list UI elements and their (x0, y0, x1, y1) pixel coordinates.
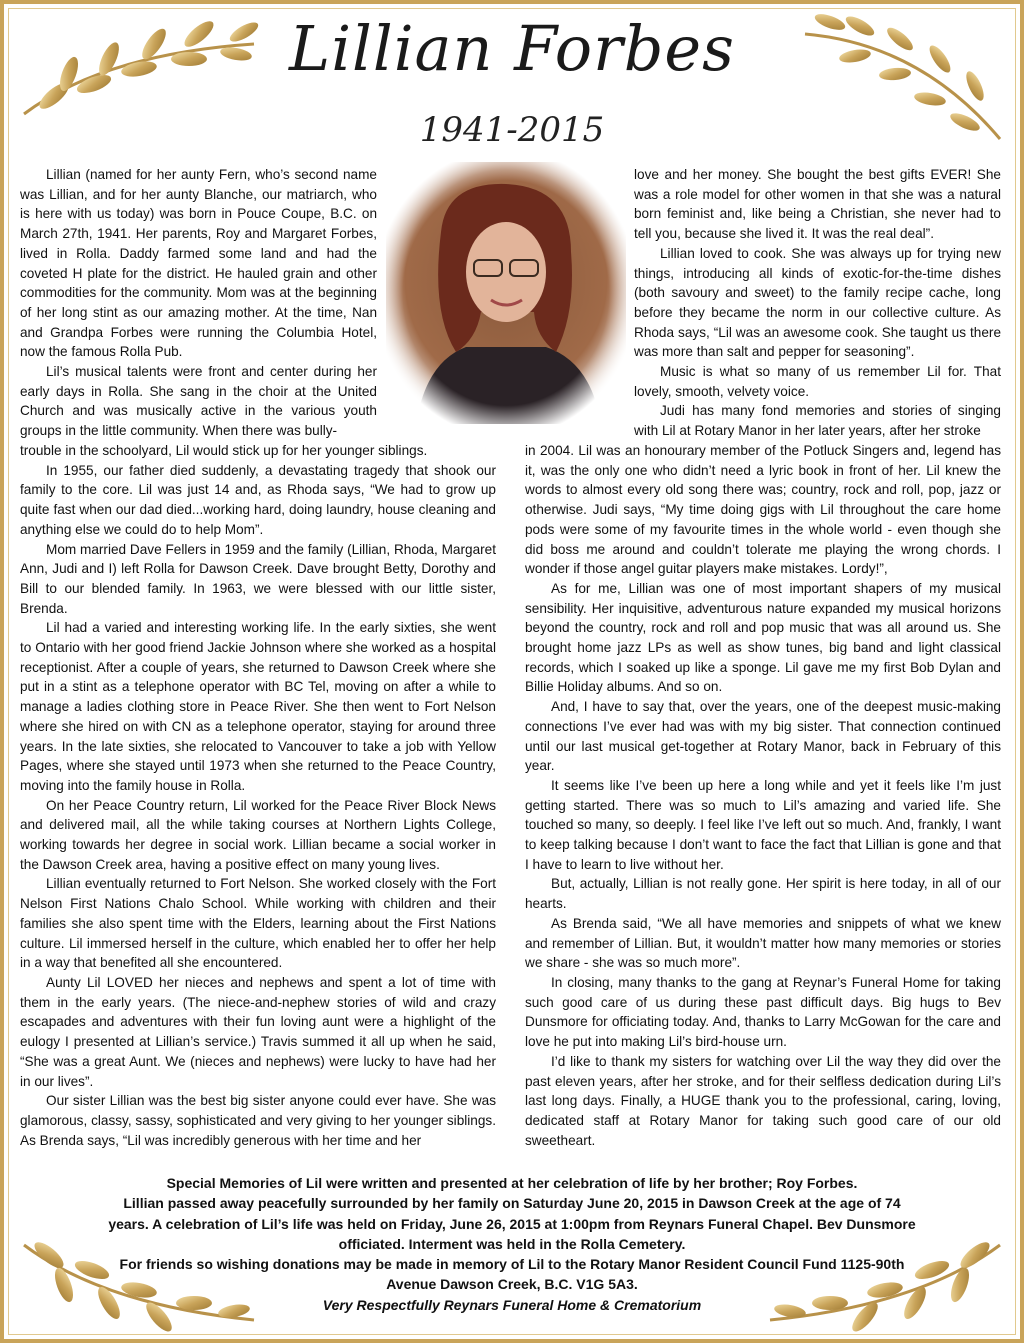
page-title: Lillian Forbes (289, 12, 735, 85)
portrait-photo (386, 162, 626, 424)
life-years: 1941-2015 (419, 110, 605, 150)
obituary-paragraph: trouble in the schoolyard, Lil would stick up for her younger siblings. In 1955, our father died suddenly, a devastating tragedy that shook our family to the core. Lil was just 14 and, as Rhoda says, “We had to grow up quite fast when our dad died...working hard, doing laundry, house cleaning and anything else we could do to help Mom”. Mom married Dave Fellers in 1959 and the family (Lillian, Rhoda, Margaret Ann, Judi and I) left Rolla for Dawson Creek. Dave brought Betty, Dorothy and Bill to our blended family. In 1963, we were blessed with our little sister, Brenda. Lil had a varied and interesting working life. In the early sixties, she went to Ontario with her good friend Jackie Johnson where she worked as a hospital receptionist. After a couple of years, she returned to Dawson Creek where she put in a stint as a telephone operator with BC Tel, moving on after a while to manage a ladies clothing store in Peace River. She then went to Fort Nelson where she hired on with CN as a telephone operator, staying for around three years. In the late sixties, she relocated to Vancouver to take a job with Yellow Pages, where she stayed until 1973 when she returned to the Peace Country, moving into the family house in Rolla. On her Peace Country return, Lil worked for the Peace River Block News and delivered mail, all the while taking courses at Northern Lights College, working towards her degree in social work. Lillian became a social worker in the Dawson Creek area, having a positive effect on many young lives. Lillian eventually returned to Fort Nelson. She worked closely with the Fort Nelson First Nations Chalo School. While working with children and their families she also spent time with the Elders, learning about the First Nations culture. Lil immersed herself in the culture, which enabled her to offer her help in a way that benefited all she encountered. Aunty Lil LOVED her nieces and nephews and spent a lot of time with them in the early years. (The niece-and-nephew stories of wild and crazy escapades and adventures with their fun loving aunt were a highlight of the eulogy I presented at Lillian’s service.) Travis summed it all up when he said, “She was a great Aunt. We (nieces and nephews) were lucky to have had her in our lives”. Our sister Lillian was the best big sister anyone could ever have. She was glamorous, classy, sassy, sophisticated and very giving to her younger siblings. As Brenda says, “Lil was incredibly generous with her time and her (20, 443, 496, 1148)
notice-line: officiated. Interment was held in the Rolla Cemetery. (338, 1235, 686, 1252)
service-notice (40, 1173, 984, 1315)
notice-line: Avenue Dawson Creek, B.C. V1G 5A3. (386, 1276, 638, 1293)
notice-line: Special Memories of Lil were written and presented at her celebration of life by her brother; Roy Forbes. (166, 1175, 858, 1191)
notice-line: Lillian passed away peacefully surrounded by her family on Saturday June 20, 2015 in Dawson Creek at the age of 74 (123, 1195, 901, 1212)
notice-line: years. A celebration of Lil’s life was held on Friday, June 26, 2015 at 1:00pm from Reynars Funeral Chapel. Bev Dunsmore (108, 1215, 916, 1232)
funeral-home-signature: Very Respectfully Reynars Funeral Home & Crematorium (322, 1296, 702, 1313)
obituary-paragraph: in 2004. Lil was an honourary member of the Potluck Singers and, legend has it, was the only one who didn’t need a lyric book in front of her. Lil knew the words to almost every old song there was; country, rock and roll, pop, jazz or otherwise. Judi says, “My time doing gigs with Lil throughout the care home pods were some of my favourite times in the whole world - even though she did boss me around and couldn’t tolerate me playing the wrong chords. I wonder if those angel guitar players make mistakes. Lordy!”, As for me, Lillian was one of most important shapers of my musical sensibility. Her inquisitive, adventurous nature expanded my musical horizons beyond the country, rock and roll and pop music that was all around us. She brought home jazz LPs as well as show tunes, big band and light classical records, which I soaked up like a sponge. Lil gave me my first Bob Dylan and Billie Holiday albums. And so on. And, I have to say that, over the years, one of the deepest music-making connections I’ve ever had was with my big sister. That connection continued until our last musical get-together at Rotary Manor, back in February of this year. It seems like I’ve been up here a long while and yet it feels like I’m just getting started. There was so much to Lil’s amazing and varied life. She touched so many, so deeply. I feel like I’ve left out so much. And, frankly, I want to keep talking because I don’t want to face the fact that Lillian is gone and that I have to learn to live without her. But, actually, Lillian is not really gone. Her spirit is here today, in all of our hearts. As Brenda said, “We all have memories and snippets of what we knew and remember of Lillian. But, it wouldn’t matter how many memories or stories we share - she was so much more”. In closing, many thanks to the gang at Reynar’s Funeral Home for taking such good care of us during these past difficult days. Big hugs to Bev Dunsmore for officiating today. And, thanks to Larry McGowan for the care and love he put into making Lil’s bird-house urn. I’d like to thank my sisters for watching over Lil the way they did over the past eleven years, after her stroke, and for their selfless dedication during Lil’s last long days. Finally, a HUGE thank you to the professional, caring, loving, dedicated staff at Rotary Manor for taking such good care of our old sweetheart. (525, 443, 1001, 1148)
notice-line: For friends so wishing donations may be made in memory of Lil to the Rotary Manor Resident Council Fund 1125-90th (119, 1256, 905, 1273)
obituary-paragraph: Lillian (named for her aunty Fern, who’s second name was Lillian, and for her aunty Blanche, our matriarch, who is here with us today) was born in Pouce Coupe, B.C. on March 27th, 1941. Her parents, Roy and Margaret Forbes, lived in Rolla. Daddy farmed some land and had the coveted H plate for the district. He hauled grain and other commodities for the community. Mom was at the beginning of her long stint as our amazing mother. At the time, Nan and Grandpa Forbes were running the Columbia Hotel, now the famous Rolla Pub. Lil’s musical talents were front and center during her early days in Rolla. She sang in the choir at the United Church and was musically active in the various youth groups in the little community. When there was bully- (20, 167, 377, 439)
laurel-branch-icon-top-right (800, 14, 1010, 144)
obituary-paragraph: love and her money. She bought the best gifts EVER! She was a role model for other women in that she was a natural born feminist and, like being a Christian, she never had to tell you, because she lived it. It was the real deal”. Lillian loved to cook. She was always up for trying new things, introducing all kinds of exotic-for-the-time dishes (both savoury and sweet) to the family recipe cache, long before they became the norm in our collective culture. As Rhoda says, “Lil was an awesome cook. She taught us there was more than salt and pepper for seasoning”. Music is what so many of us remember Lil for. That lovely, smooth, velvety voice. Judi has many fond memories and stories of singing with Lil at Rotary Manor in her later years, after her stroke (634, 167, 1001, 439)
